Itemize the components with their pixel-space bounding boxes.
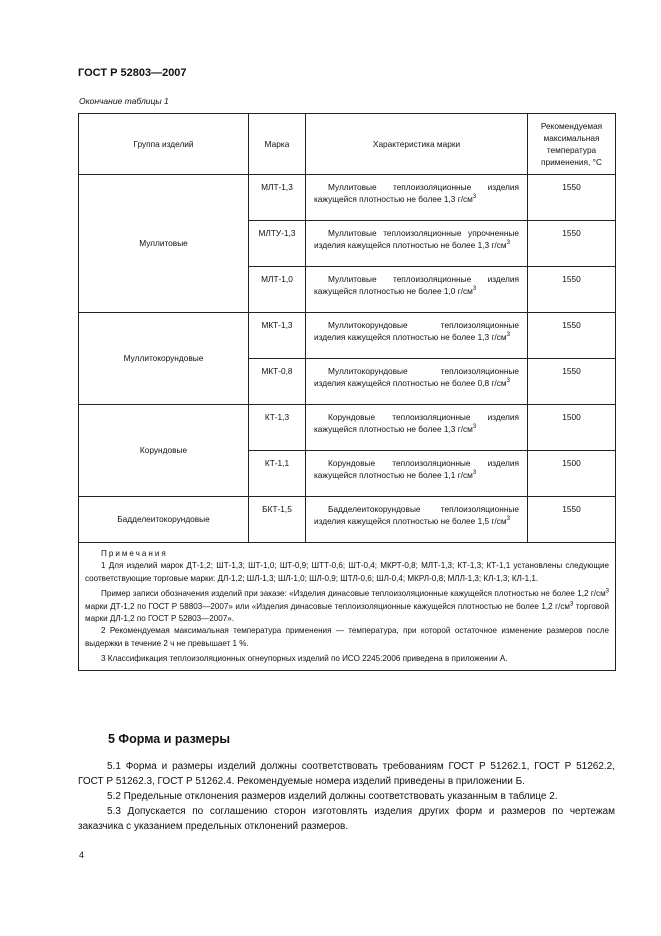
table-notes <box>79 543 616 671</box>
temperature-cell: 1550 <box>528 497 616 543</box>
table-1 <box>78 113 615 671</box>
note-example-exp-1: 3 <box>605 588 609 595</box>
section-heading: 5 Форма и размеры <box>108 732 231 746</box>
table-row <box>79 313 616 359</box>
description-cell <box>306 313 528 359</box>
description-cell <box>306 221 528 267</box>
note-3: 3 Классификация теплоизоляционных огнеупорных изделий по ИСО 2245:2006 приведена в приложении А. <box>101 654 508 664</box>
unit-exponent: 3 <box>506 332 510 339</box>
temperature-cell: 1550 <box>528 359 616 405</box>
notes-row <box>79 543 616 671</box>
unit-exponent: 3 <box>506 516 510 523</box>
temperature-cell: 1500 <box>528 451 616 497</box>
unit-exponent: 3 <box>472 470 477 477</box>
description-text: Муллитовые теплоизоляционные изделия кажущейся плотностью не более 1,0 г/см <box>314 274 519 297</box>
temperature-cell: 1550 <box>528 221 616 267</box>
description-cell <box>306 497 528 543</box>
unit-exponent: 3 <box>506 378 510 385</box>
note-1: 1 Для изделий марок ДТ-1,2; ШТ-1,3; ШТ-1,0; ШТ-0,9; ШТТ-0,6; ШТ-0,4; МКРТ-0,8; МЛТ-1,3; КТ-1,3; КТ-1,1 установлены следующие соответствующие торговые марки: ДЛ-1,2; ШЛ-1,3; ШЛ-1,0; ШЛ-0,9; ШТЛ-0,6; ШЛ-0,4; МКРЛ-0,8; МЛЛ-1,3; КЛ-1,3; КЛ-1,1. <box>85 561 609 583</box>
paragraph-5-1: 5.1 Форма и размеры изделий должны соответствовать требованиям ГОСТ Р 51262.1, ГОСТ Р 51262.2, ГОСТ Р 51262.3, ГОСТ Р 51262.4. Рекомендуемые номера изделий приведены в приложении Б. <box>78 761 615 787</box>
temperature-cell: 1550 <box>528 267 616 313</box>
description-cell <box>306 405 528 451</box>
description-cell <box>306 359 528 405</box>
table-header-row <box>79 114 616 175</box>
mark-cell: МЛТ-1,3 <box>249 175 306 221</box>
group-name-cell: Корундовые <box>79 405 249 497</box>
mark-cell: КТ-1,1 <box>249 451 306 497</box>
notes-title: Примечания <box>101 549 168 558</box>
note-example <box>85 588 609 625</box>
paragraph-5-3: 5.3 Допускается по соглашению сторон изготовлять изделия других форм и размеров по чертежам заказчика с указанием предельных отклонений размеров. <box>78 806 615 832</box>
col-header-group: Группа изделий <box>79 114 249 175</box>
description-text: Муллитокорундовые теплоизоляционные изделия кажущейся плотностью не более 0,8 г/см <box>314 366 519 389</box>
group-name-cell: Бадделеитокорундовые <box>79 497 249 543</box>
group-name-cell: Муллитокорундовые <box>79 313 249 405</box>
products-table <box>78 113 616 671</box>
col-header-desc: Характеристика марки <box>306 114 528 175</box>
mark-cell: МЛТ-1,0 <box>249 267 306 313</box>
note-example-b: марки ДТ-1,2 по ГОСТ Р 58803—2007» или «Изделия динасовые теплоизоляционные кажущейся плотностью не более 1,2 г/см <box>85 601 570 611</box>
description-text: Бадделеитокорундовые теплоизоляционные изделия кажущейся плотностью не более 1,5 г/см <box>314 504 519 527</box>
note-2: 2 Рекомендуемая максимальная температура применения — температура, при которой остаточное изменение размеров после выдержки в течение 2 ч не превышает 1 %. <box>85 626 609 648</box>
page-number: 4 <box>79 850 85 860</box>
paragraph-5-2: 5.2 Предельные отклонения размеров изделий должны соответствовать указанным в таблице 2. <box>107 791 558 802</box>
note-example-c: торговой марки ДЛ-1,2 по ГОСТ Р 52803—2007». <box>85 601 609 624</box>
table-body <box>79 175 616 543</box>
mark-cell: КТ-1,3 <box>249 405 306 451</box>
unit-exponent: 3 <box>506 240 510 247</box>
description-text: Муллитовые теплоизоляционные упрочненные изделия кажущейся плотностью не более 1,3 г/см <box>314 228 519 251</box>
unit-exponent: 3 <box>472 286 477 293</box>
description-text: Муллитовые теплоизоляционные изделия кажущейся плотностью не более 1,3 г/см <box>314 182 519 205</box>
table-caption: Окончание таблицы 1 <box>79 96 169 106</box>
description-text: Корундовые теплоизоляционные изделия кажущейся плотностью не более 1,1 г/см <box>314 458 519 481</box>
col-header-temp: Рекомендуемая максимальная температура применения, °С <box>528 114 616 175</box>
temperature-cell: 1500 <box>528 405 616 451</box>
note-example-exp-2: 3 <box>569 600 574 607</box>
col-header-mark: Марка <box>249 114 306 175</box>
note-example-a: Пример записи обозначения изделий при заказе: «Изделия динасовые теплоизоляционные кажущейся плотностью не более 1,2 г/см <box>101 589 606 599</box>
description-cell <box>306 175 528 221</box>
temperature-cell: 1550 <box>528 313 616 359</box>
mark-cell: МЛТУ-1,3 <box>249 221 306 267</box>
document-header: ГОСТ Р 52803—2007 <box>78 67 187 79</box>
table-row <box>79 405 616 451</box>
mark-cell: МКТ-1,3 <box>249 313 306 359</box>
temperature-cell: 1550 <box>528 175 616 221</box>
unit-exponent: 3 <box>472 194 477 201</box>
description-cell <box>306 451 528 497</box>
group-name-cell: Муллитовые <box>79 175 249 313</box>
section-body <box>78 759 615 834</box>
unit-exponent: 3 <box>472 424 477 431</box>
mark-cell: БКТ-1,5 <box>249 497 306 543</box>
mark-cell: МКТ-0,8 <box>249 359 306 405</box>
description-cell <box>306 267 528 313</box>
table-row <box>79 175 616 221</box>
description-text: Корундовые теплоизоляционные изделия кажущейся плотностью не более 1,3 г/см <box>314 412 519 435</box>
table-row <box>79 497 616 543</box>
description-text: Муллитокорундовые теплоизоляционные изделия кажущейся плотностью не более 1,3 г/см <box>314 320 519 343</box>
